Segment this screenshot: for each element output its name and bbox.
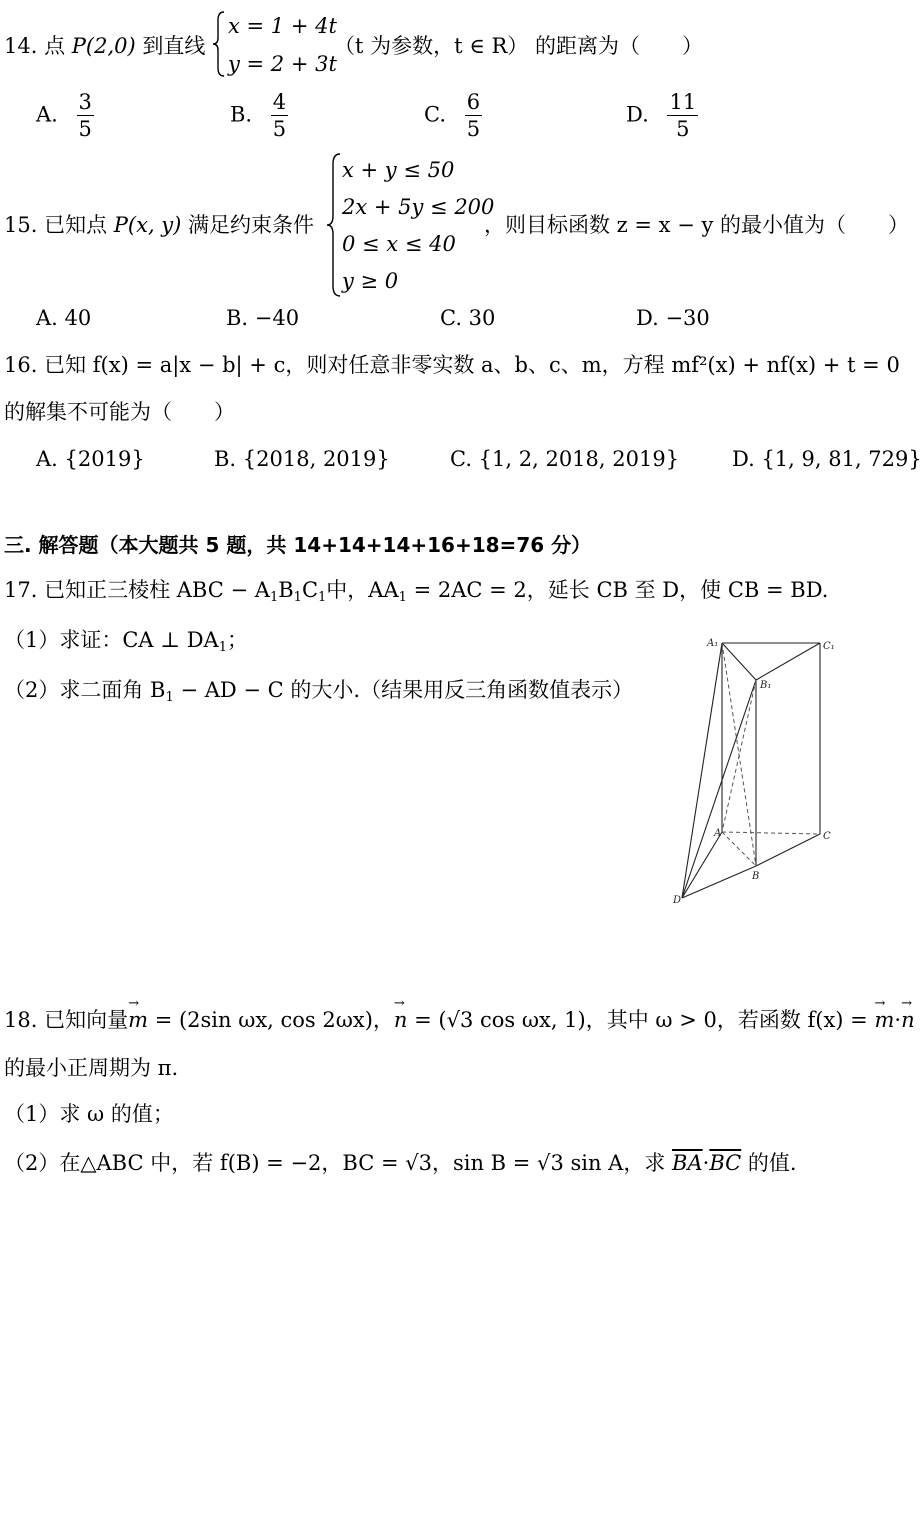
q15-choice-b[interactable]: B. −40	[226, 306, 300, 330]
left-brace-icon	[212, 10, 226, 78]
vector-bc: $\overline{BC}$	[709, 1151, 742, 1175]
fraction: $\frac{4}{5}$	[272, 90, 287, 141]
q14-line-system	[212, 10, 337, 82]
fraction: $\frac{11}{5}$	[669, 90, 697, 141]
fraction: $\frac{6}{5}$	[466, 90, 481, 141]
vector-ba: $\overline{BA}$	[672, 1151, 703, 1175]
q17-part2: （2）求二面角 $B_1$ − AD − C 的大小.（结果用反三角函数值表示）	[4, 678, 634, 705]
q15-constraint: y ≥ 0	[342, 269, 399, 293]
label-c: C	[823, 831, 831, 842]
q14-stem-left: 14. 点 P(2,0) 到直线	[4, 34, 206, 58]
q15-choice-c[interactable]: C. 30	[440, 306, 496, 330]
q15-constraint-system	[326, 152, 495, 300]
vector-n: → n	[901, 1010, 915, 1031]
q15-constraint: x + y ≤ 50	[342, 158, 455, 182]
q16-choice-d[interactable]: D. {1, 9, 81, 729}	[732, 447, 922, 471]
q15-stem-right: ，则目标函数 z = x − y 的最小值为（ ）	[484, 213, 910, 237]
q14-stem-right: （t 为参数，t ∈ R） 的距离为（ ）	[334, 34, 703, 58]
label-a1: A₁	[707, 638, 719, 649]
section-header: 三. 解答题（本大题共 5 题，共 14+14+14+16+18=76 分）	[4, 533, 592, 557]
q15-choice-a[interactable]: A. 40	[36, 306, 92, 330]
label-d: D	[673, 895, 682, 906]
label-b1: B₁	[760, 680, 772, 691]
q17-number: 17.	[4, 578, 38, 602]
q15-constraint: 2x + 5y ≤ 200	[342, 195, 495, 219]
q15-point: P(x, y)	[113, 213, 182, 237]
vector-n: → n	[394, 1010, 408, 1031]
q16-stem-line2: 的解集不可能为（ ）	[4, 400, 235, 424]
q14-choice-c[interactable]: C. $\frac{6}{5}$	[424, 90, 481, 141]
q18-number: 18.	[4, 1008, 38, 1032]
q14-param-note: （t 为参数，t ∈ R）	[334, 34, 529, 58]
q16-choice-b[interactable]: B. {2018, 2019}	[214, 447, 390, 471]
fraction: $\frac{3}{5}$	[78, 90, 92, 141]
q14-equation-y: y = 2 + 3t	[228, 52, 337, 76]
q14-equation-x: x = 1 + 4t	[228, 14, 337, 38]
vector-m: → m	[128, 1010, 148, 1031]
q18-part2: （2）在△ABC 中，若 f(B) = −2，BC = √3，sin B = √3 sin A，求 $\overline{BA}\cdot\overline{BC}$ 的值.	[4, 1151, 797, 1175]
q14-choice-b[interactable]: B. $\frac{4}{5}$	[230, 90, 287, 141]
q17-part1: （1）求证：CA ⊥ $DA_1$；	[4, 628, 248, 655]
q14-choice-d[interactable]: D. $\frac{11}{5}$	[626, 90, 697, 141]
q16-choice-c[interactable]: C. {1, 2, 2018, 2019}	[450, 447, 680, 471]
left-brace-icon	[326, 152, 342, 298]
q14-choice-a[interactable]: A. $\frac{3}{5}$	[36, 90, 92, 141]
q15-constraint: 0 ≤ x ≤ 40	[342, 232, 456, 256]
q15-stem-left: 15. 已知点 P(x, y) 满足约束条件	[4, 213, 315, 237]
q17-prism-figure	[668, 630, 842, 912]
q16-choice-a[interactable]: A. {2019}	[36, 447, 145, 471]
q14-number: 14.	[4, 34, 38, 58]
q18-stem-line1: 18. 已知向量→ m = (2sin ωx, cos 2ωx)，→ n = (√3 cos ωx, 1)，其中 ω > 0，若函数 f(x) = → m·→ n	[4, 1010, 915, 1031]
q15-number: 15.	[4, 213, 38, 237]
q15-choice-d[interactable]: D. −30	[636, 306, 710, 330]
q18-stem-line2: 的最小正周期为 π.	[4, 1056, 179, 1080]
q18-part1: （1）求 ω 的值；	[4, 1102, 174, 1126]
label-a: A	[714, 828, 722, 839]
vector-m: → m	[874, 1010, 894, 1031]
q16-stem-line1: 16. 已知 f(x) = a|x − b| + c，则对任意非零实数 a、b、c、m，方程 mf²(x) + nf(x) + t = 0	[4, 353, 900, 377]
q16-number: 16.	[4, 353, 38, 377]
label-c1: C₁	[823, 641, 835, 652]
q17-stem: 17. 已知正三棱柱 ABC − $A_1B_1C_1$中，$AA_1 = 2AC = 2$，延长 CB 至 D，使 CB = BD.	[4, 578, 829, 605]
label-b: B	[752, 871, 760, 882]
q14-point: P(2,0)	[71, 34, 136, 58]
